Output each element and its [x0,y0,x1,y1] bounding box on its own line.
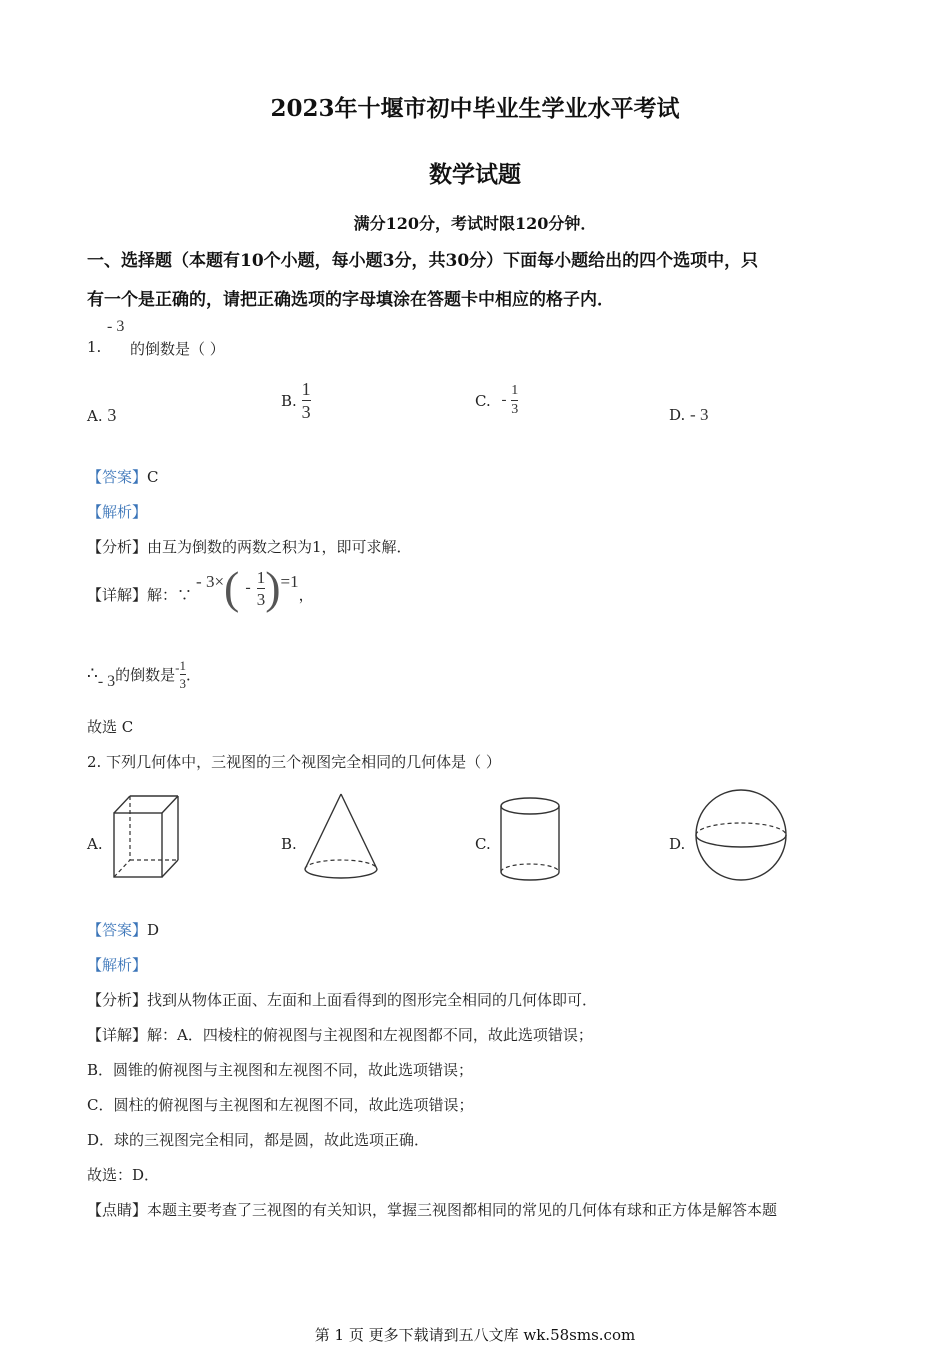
right-paren: ) [265,562,281,613]
option-d-label: D. [669,406,686,424]
fenxi-text: 由互为倒数的两数之积为1，即可求解． [147,538,412,556]
fenxi-tag: 【分析】 [87,991,148,1009]
cone-icon [302,791,380,883]
q1-choose: 故选 C [87,718,134,736]
q1-option-b [281,380,311,421]
exam-info: 满分120分，考试时限120分钟． [353,214,597,233]
detail-fraction [257,569,266,608]
answer-value: D [147,921,160,939]
q2-option-b-label: B. [281,835,297,853]
left-paren: ( [224,562,240,613]
answer-tag: 【答案】 [87,921,148,939]
q2-choose: 故选：D． [87,1166,160,1184]
q2-line-c: C．圆柱的俯视图与主视图和左视图不同，故此选项错误； [87,1096,474,1114]
q2-stem: 2. 下列几何体中，三视图的三个视图完全相同的几何体是（ ） [87,753,501,771]
cuboid-icon [110,793,182,881]
q2-line-d: D．球的三视图完全相同，都是圆，故此选项正确． [87,1131,430,1149]
q2-dianjing [87,1199,777,1220]
option-c-label: C. [475,391,491,410]
section-heading-line2: 有一个是正确的，请把正确选项的字母填涂在答题卡中相应的格子内． [87,290,614,310]
therefore-sign: - [175,660,180,675]
dianjing-tag: 【点睛】 [87,1201,148,1219]
detail-text: 解：A．四棱柱的俯视图与主视图和左视图都不同，故此选项错误； [147,1026,593,1044]
q1-analysis-tag: 【解析】 [87,503,148,521]
q1-fenxi [87,536,412,557]
q2-fenxi [87,989,597,1010]
fraction-denominator: 3 [256,589,266,609]
q2-option-c-label: C. [475,835,491,853]
detail-tag: 【详解】 [87,585,148,604]
therefore-expr: - 3 [97,673,116,690]
dianjing-text: 本题主要考查了三视图的有关知识，掌握三视图都相同的常见的几何体有球和正方体是解答本题 [147,1201,778,1219]
q1-option-c [475,384,518,417]
q1-detail [87,562,314,620]
q2-line-b: B．圆锥的俯视图与主视图和左视图不同，故此选项错误； [87,1061,474,1079]
fenxi-tag: 【分析】 [87,538,148,556]
detail-expr-right: =1 [280,572,299,591]
q2-answer [87,919,159,940]
sphere-icon [692,788,790,884]
page-title: 2023年十堰市初中毕业生学业水平考试 [270,95,680,122]
q2-detail [87,1024,593,1045]
therefore-end: ． [186,665,202,684]
option-a-value: 3 [107,405,117,425]
fraction-numerator: 1 [301,379,311,399]
fraction-denominator: 3 [301,402,311,422]
option-c-sign: - [501,392,507,408]
detail-prefix: 解：∵ [147,585,193,604]
option-a-label: A. [87,407,103,425]
detail-expr-left: - 3× [196,572,225,591]
therefore-text: 的倒数是 [115,665,176,684]
option-c-fraction [511,384,518,417]
fraction-numerator: 1 [256,567,266,587]
fenxi-text: 找到从物体正面、左面和上面看得到的图形完全相同的几何体即可． [147,991,598,1009]
option-d-value: - 3 [690,405,709,424]
option-b-fraction [302,380,311,421]
therefore-symbol: ∴ [87,664,98,684]
detail-neg: - [245,579,251,596]
answer-tag: 【答案】 [87,468,148,486]
q1-number: 1. [87,338,102,356]
fraction-numerator: 1 [179,657,187,673]
q2-analysis-tag: 【解析】 [87,956,148,974]
detail-comma: ， [298,585,314,604]
detail-tag: 【详解】 [87,1026,148,1044]
page-footer: 第 1 页 更多下载请到五八文库 wk.58sms.com [314,1326,636,1344]
q1-option-a [87,405,116,426]
q2-option-a-label: A. [87,835,103,853]
q1-option-d [669,405,708,425]
cylinder-icon [497,795,563,885]
q1-therefore [87,654,201,694]
q2-option-d-label: D. [669,835,686,853]
q1-stem: 的倒数是（ ） [130,340,225,358]
fraction-numerator: 1 [511,383,519,398]
fraction-denominator: 3 [511,402,519,417]
q1-answer [87,466,159,487]
option-b-label: B. [281,391,297,410]
page-subtitle: 数学试题 [429,161,521,188]
section-heading-line1: 一、选择题（本题有10个小题，每小题3分，共30分）下面每小题给出的四个选项中，只 [87,251,759,271]
fraction-denominator: 3 [179,675,187,691]
answer-value: C [147,468,159,486]
q1-expression: - 3 [107,318,125,335]
